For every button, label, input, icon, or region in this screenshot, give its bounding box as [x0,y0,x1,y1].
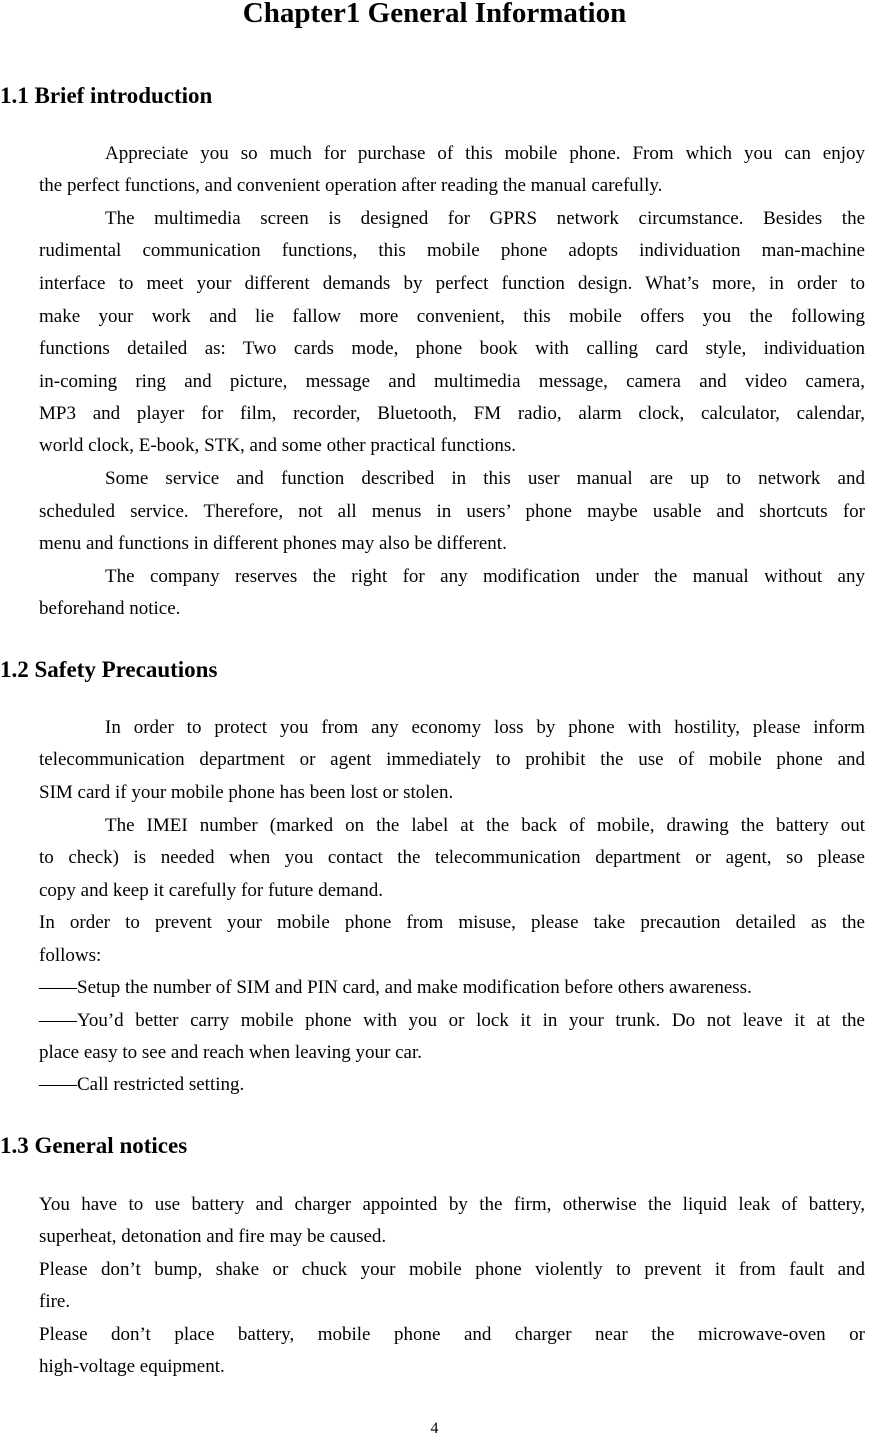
paragraph-line: The IMEI number (marked on the label at the back of mobile, drawing the battery out [105,815,865,836]
paragraph-line: Please don’t bump, shake or chuck your mobile phone violently to prevent it from fault and [39,1259,865,1280]
paragraph-line: You have to use battery and charger appointed by the firm, otherwise the liquid leak of battery, [39,1194,865,1215]
chapter-title: Chapter1 General Information [242,0,627,29]
paragraph-line: beforehand notice. [39,598,181,619]
paragraph-line: SIM card if your mobile phone has been lost or stolen. [39,782,454,803]
paragraph-line: place easy to see and reach when leaving your car. [39,1042,422,1063]
paragraph-line: rudimental communication functions, this mobile phone adopts individuation man-machine [39,240,865,261]
paragraph-line: copy and keep it carefully for future demand. [39,880,383,901]
paragraph-line: Some service and function described in this user manual are up to network and [105,468,865,489]
paragraph-line: The multimedia screen is designed for GPRS network circumstance. Besides the [105,208,865,229]
paragraph-line: In order to prevent your mobile phone from misuse, please take precaution detailed as the [39,912,865,933]
paragraph-line: high-voltage equipment. [39,1356,225,1377]
paragraph-line: follows: [39,945,102,966]
list-item: ——Setup the number of SIM and PIN card, and make modification before others awareness. [39,977,752,998]
paragraph-line: interface to meet your different demands by perfect function design. What’s more, in order to [39,273,865,294]
paragraph-line: scheduled service. Therefore, not all menus in users’ phone maybe usable and shortcuts for [39,501,865,522]
paragraph-line: In order to protect you from any economy loss by phone with hostility, please inform [105,717,865,738]
paragraph-line: telecommunication department or agent immediately to prohibit the use of mobile phone and [39,749,865,770]
paragraph-line: MP3 and player for film, recorder, Bluetooth, FM radio, alarm clock, calculator, calendar, [39,403,865,424]
paragraph-line: make your work and lie fallow more convenient, this mobile offers you the following [39,306,865,327]
paragraph-line: Please don’t place battery, mobile phone and charger near the microwave-oven or [39,1324,865,1345]
paragraph-line: fire. [39,1291,71,1312]
list-item: ——Call restricted setting. [39,1074,245,1095]
paragraph-line: superheat, detonation and fire may be caused. [39,1226,387,1247]
section-heading-brief-introduction: 1.1 Brief introduction [0,83,213,108]
page-number: 4 [430,1420,439,1437]
paragraph-line: menu and functions in different phones may also be different. [39,533,507,554]
section-heading-general-notices: 1.3 General notices [0,1133,188,1158]
section-heading-safety-precautions: 1.2 Safety Precautions [0,657,218,682]
list-item: ——You’d better carry mobile phone with you or lock it in your trunk. Do not leave it at the [39,1010,865,1031]
paragraph-line: The company reserves the right for any modification under the manual without any [105,566,865,587]
paragraph-line: world clock, E-book, STK, and some other practical functions. [39,435,516,456]
paragraph-line: the perfect functions, and convenient operation after reading the manual carefully. [39,175,663,196]
paragraph-line: Appreciate you so much for purchase of this mobile phone. From which you can enjoy [105,143,865,164]
paragraph-line: to check) is needed when you contact the telecommunication department or agent, so please [39,847,865,868]
paragraph-line: in-coming ring and picture, message and multimedia message, camera and video camera, [39,371,865,392]
paragraph-line: functions detailed as: Two cards mode, phone book with calling card style, individuation [39,338,865,359]
